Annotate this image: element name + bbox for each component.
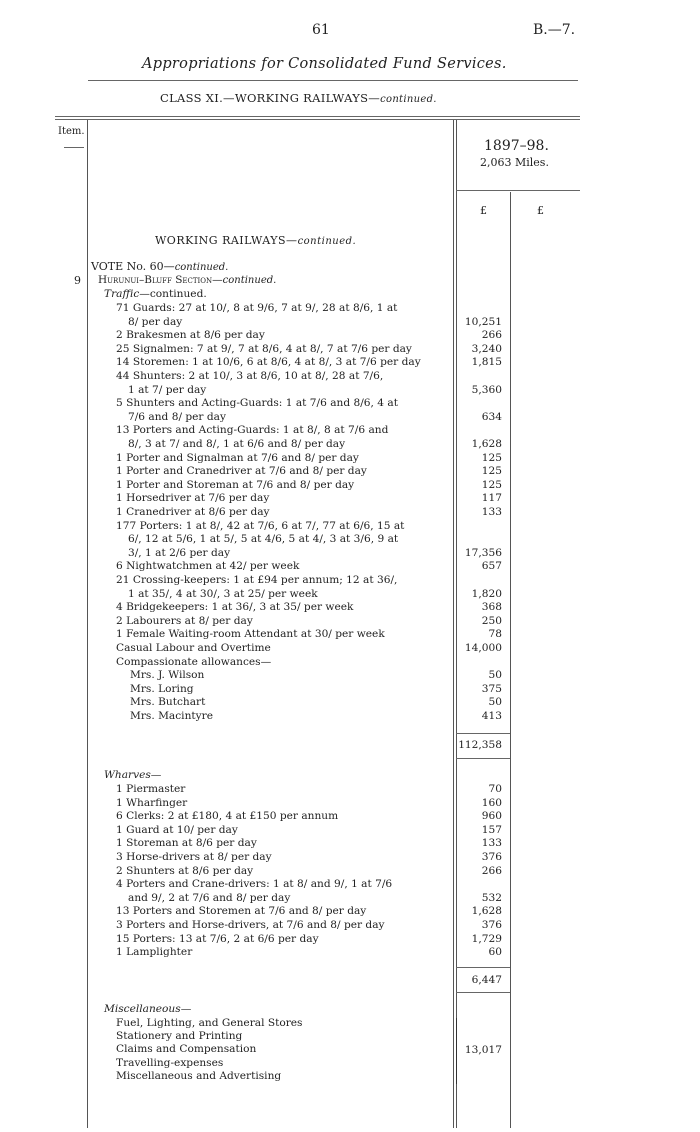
table-row [0,329,700,342]
table-row [0,424,700,437]
table-row [0,479,700,492]
table-row [0,411,700,424]
row-label: 3 Porters and Horse-drivers, at 7/6 and 8/ per day [116,919,385,931]
row-label: 1 at 7/ per day [128,383,207,396]
table-row [0,615,700,628]
traffic-text: Traffic [104,288,140,300]
row-label: 1 Horsedriver at 7/6 per day [116,492,270,505]
row-label: 1 Porter and Signalman at 7/6 and 8/ per day [116,451,359,464]
table-row [0,316,700,329]
table-row [0,919,700,932]
table-row [0,642,700,655]
row-label: 15 Porters: 13 at 7/6, 2 at 6/6 per day [116,932,319,945]
miles-heading: 2,063 Miles. [480,156,549,169]
section-heading-cont: continued. [297,236,357,247]
row-label: Travelling-expenses [116,1056,224,1069]
row-label: 14 Storemen: 1 at 10/6, 6 at 8/6, 4 at 8/, 3 at 7/6 per day [116,356,421,369]
section-heading [155,234,356,247]
table-row [0,865,700,878]
table-row [0,343,700,356]
table-row [0,520,700,533]
table-row [0,892,700,905]
table-row [0,370,700,383]
row-amount: 157 [481,823,502,836]
title-rule [88,80,578,81]
row-label: 2 Shunters at 8/6 per day [116,864,254,877]
row-amount: 133 [481,837,502,850]
row-amount: 125 [481,465,502,478]
table-row [0,1043,700,1056]
row-label: 7/6 and 8/ per day [128,410,226,423]
row-label: 25 Signalmen: 7 at 9/, 7 at 8/6, 4 at 8/, 7 at 7/6 per day [116,342,412,355]
table-row [0,438,700,451]
row-label: Miscellaneous and Advertising [116,1069,282,1082]
row-label: 3 Horse-drivers at 8/ per day [116,851,272,863]
class-heading [160,91,437,105]
section-heading-text: WORKING RAILWAYS— [155,234,298,247]
misc-brace [456,1018,457,1084]
row-amount: 14,000 [464,642,502,654]
row-label: 177 Porters: 1 at 8/, 42 at 7/6, 6 at 7/, 77 at 6/6, 15 at [116,519,405,532]
row-label: 2 Brakesmen at 8/6 per day [116,329,265,342]
table-row [0,356,700,369]
row-amount: 160 [481,796,502,809]
subsection-cont: continued. [222,275,277,286]
table-row [0,797,700,810]
traffic-cont: —continued. [139,288,207,300]
row-label: 6 Clerks: 2 at £180, 4 at £150 per annum [116,810,339,823]
table-row [0,783,700,796]
row-amount: 1,729 [471,932,502,945]
row-amount: 3,240 [471,342,502,355]
table-row [0,824,700,837]
traffic-subtotal-rule [456,733,510,734]
table-row [0,465,700,478]
row-label: 1 Lamplighter [116,946,193,959]
currency-symbol-1: £ [480,204,487,217]
wharves-heading: Wharves— [104,769,162,781]
table-row [0,506,700,519]
traffic-total: 112,358 [458,739,502,751]
row-amount: 375 [481,682,502,695]
row-amount: 1,815 [471,356,502,369]
row-label: 1 Cranedriver at 8/6 per day [116,506,270,518]
row-amount: 266 [481,329,502,342]
row-amount: 117 [481,492,502,505]
row-amount: 125 [481,478,502,491]
row-label: Mrs. Macintyre [130,710,213,722]
table-row [0,1070,700,1083]
table-row [0,683,700,696]
row-amount: 50 [488,669,502,682]
wharves-total-rule [456,992,510,993]
row-label: 1 Storeman at 8/6 per day [116,837,257,850]
year-heading: 1897–98. [484,138,549,154]
row-label: 6/, 12 at 5/6, 1 at 5/, 5 at 4/6, 5 at 4/, 3 at 3/6, 9 at [128,533,399,546]
row-label: Compassionate allowances— [116,655,272,668]
year-rule [456,190,580,191]
wharves-total: 6,447 [471,974,502,986]
table-row [0,1017,700,1030]
table-row [0,905,700,918]
row-amount: 70 [488,783,502,795]
row-amount: 376 [481,851,502,863]
row-label: 1 Porter and Storeman at 7/6 and 8/ per day [116,478,355,491]
vote-heading [91,260,228,273]
table-row [0,397,700,410]
table-row [0,851,700,864]
row-label: 3/, 1 at 2/6 per day [128,546,231,559]
item-number: 9 [74,274,81,287]
row-amount: 657 [481,560,502,573]
row-label: 1 Piermaster [116,783,186,795]
page-title: Appropriations for Consolidated Fund Services. [142,56,507,72]
row-label: 21 Crossing-keepers: 1 at £94 per annum; 12 at 36/, [116,574,398,586]
class-heading-text: CLASS XI.—WORKING RAILWAYS— [160,91,381,105]
row-amount: 78 [488,628,502,641]
row-amount: 960 [481,810,502,823]
row-amount: 634 [481,410,502,423]
table-row [0,1057,700,1070]
table-row [0,574,700,587]
vote-text: VOTE No. 60— [91,260,175,273]
row-amount: 532 [481,891,502,904]
row-label: 13 Porters and Storemen at 7/6 and 8/ per day [116,905,367,918]
row-label: Mrs. Butchart [130,696,206,709]
table-row [0,601,700,614]
table-row [0,560,700,573]
row-amount: 1,628 [471,438,502,450]
row-label: and 9/, 2 at 7/6 and 8/ per day [128,891,291,904]
row-label: 13 Porters and Acting-Guards: 1 at 8/, 8 at 7/6 and [116,424,389,437]
row-amount: 1,820 [471,587,502,600]
table-row [0,1030,700,1043]
table-row [0,810,700,823]
row-label: 71 Guards: 27 at 10/, 8 at 9/6, 7 at 9/, 28 at 8/6, 1 at [116,302,398,314]
row-label: 1 Female Waiting-room Attendant at 30/ per week [116,628,385,641]
misc-heading: Miscellaneous— [104,1003,192,1015]
row-amount: 10,251 [464,315,502,328]
table-row [0,669,700,682]
row-amount: 5,360 [471,383,502,396]
traffic-total-rule [456,758,510,759]
table-row [0,533,700,546]
row-amount: 368 [481,601,502,614]
row-label: 44 Shunters: 2 at 10/, 3 at 8/6, 10 at 8/, 28 at 7/6, [116,370,384,382]
row-amount: 376 [481,919,502,931]
row-label: 2 Labourers at 8/ per day [116,614,253,627]
table-row [0,547,700,560]
table-row [0,588,700,601]
page-number: 61 [312,22,330,38]
wharves-subtotal-rule [456,967,510,968]
row-label: 1 Porter and Cranedriver at 7/6 and 8/ per day [116,465,367,478]
row-amount: 1,628 [471,905,502,918]
row-label: 4 Bridgekeepers: 1 at 36/, 3 at 35/ per week [116,601,354,614]
row-amount: 266 [481,864,502,877]
row-label: Fuel, Lighting, and General Stores [116,1017,303,1029]
row-amount: 60 [488,946,502,959]
table-top-rule [55,116,580,117]
row-label: 6 Nightwatchmen at 42/ per week [116,560,300,573]
table-row [0,837,700,850]
vote-cont: continued. [174,262,229,273]
row-amount: 250 [481,614,502,627]
item-label-rule [64,147,84,148]
row-label: 1 Guard at 10/ per day [116,823,238,836]
row-label: Stationery and Printing [116,1030,243,1043]
table-row [0,656,700,669]
row-label: 8/ per day [128,315,183,328]
currency-symbol-2: £ [537,204,544,217]
row-label: Mrs. Loring [130,682,194,695]
row-label: 5 Shunters and Acting-Guards: 1 at 7/6 and 8/6, 4 at [116,397,398,410]
row-amount: 133 [481,506,502,518]
row-label: Mrs. J. Wilson [130,669,205,682]
table-row [0,933,700,946]
table-row [0,710,700,723]
table-row [0,628,700,641]
table-row [0,302,700,315]
row-amount: 413 [481,710,502,722]
table-row [0,946,700,959]
row-amount: 125 [481,451,502,464]
table-row [0,384,700,397]
row-label: 1 Wharfinger [116,796,188,809]
row-label: 1 at 35/, 4 at 30/, 3 at 25/ per week [128,587,318,600]
row-label: 8/, 3 at 7/ and 8/, 1 at 6/6 and 8/ per day [128,438,346,450]
table-row [0,696,700,709]
row-label: 4 Porters and Crane-drivers: 1 at 8/ and 9/, 1 at 7/6 [116,878,393,891]
row-label: Claims and Compensation [116,1043,257,1056]
row-amount: 17,356 [464,546,502,559]
item-column-label: Item. [58,126,85,137]
traffic-heading [104,288,207,300]
class-heading-cont: continued. [380,94,437,105]
subsection-heading [98,274,276,286]
table-row [0,452,700,465]
row-amount: 50 [488,696,502,709]
table-row [0,492,700,505]
row-label: Casual Labour and Overtime [116,642,271,654]
table-top-rule-2 [55,119,580,120]
report-code: B.—7. [533,22,576,38]
subsection-text: Hurunui–Bluff Section— [98,274,223,286]
misc-total: 13,017 [464,1044,502,1056]
table-row [0,878,700,891]
